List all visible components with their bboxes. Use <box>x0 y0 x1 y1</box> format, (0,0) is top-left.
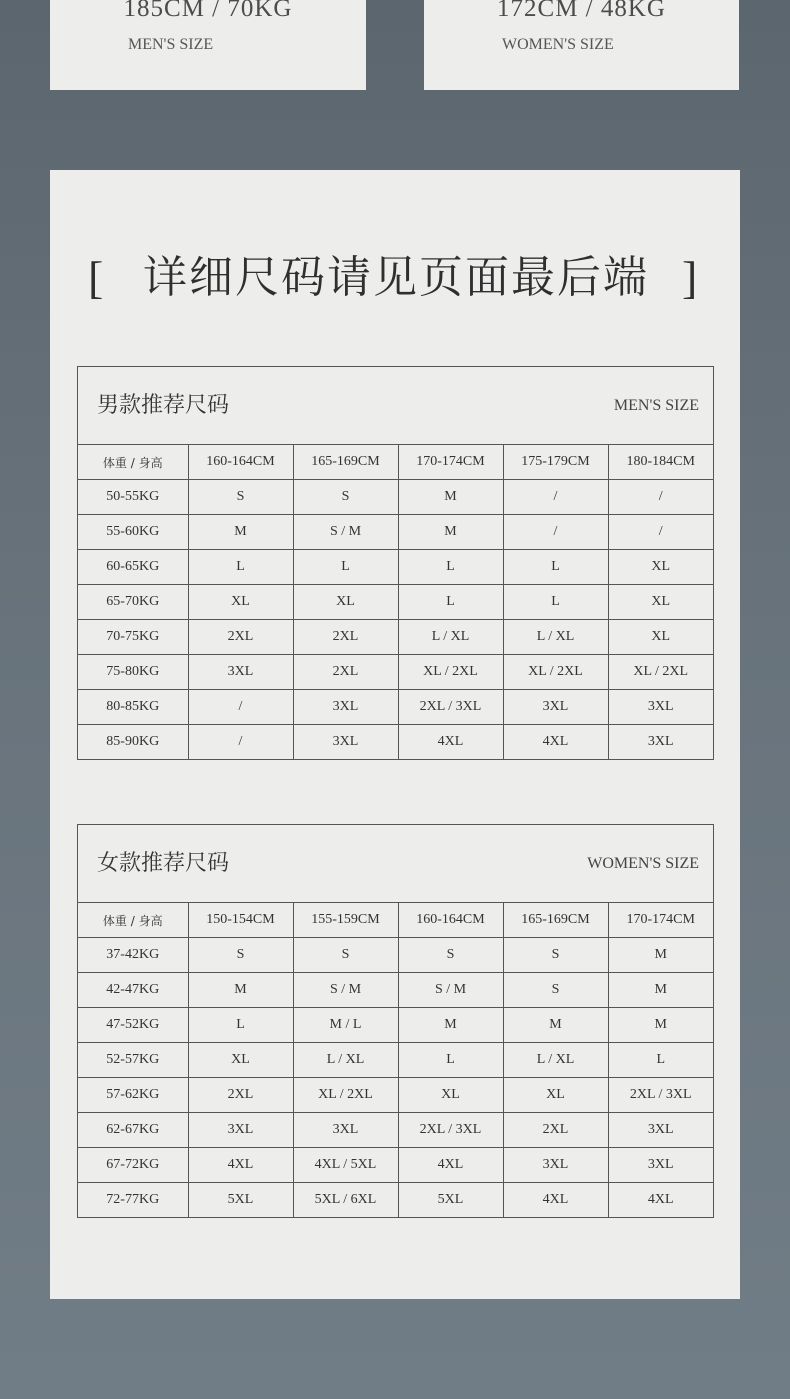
size-cell: 3XL <box>293 1113 398 1148</box>
size-cell: / <box>608 480 713 515</box>
womens-table-header <box>78 825 713 903</box>
size-cell: S <box>503 938 608 973</box>
womens-model-label: WOMEN'S SIZE <box>502 36 614 53</box>
mens-model-stat: 185CM / 70KG <box>123 0 293 22</box>
table-row <box>78 1113 713 1148</box>
heading-text: 详细尺码请见页面最后端 <box>143 252 649 303</box>
weight-cell: 37-42KG <box>78 938 188 973</box>
weight-cell: 60-65KG <box>78 550 188 585</box>
size-cell: XL / 2XL <box>398 655 503 690</box>
womens-size-table <box>78 903 713 1217</box>
size-cell: 4XL <box>647 1192 674 1207</box>
heading-bracket-right: ] <box>682 252 698 303</box>
table-row <box>78 1148 713 1183</box>
size-cell: 3XL <box>293 725 398 760</box>
size-cell: M <box>608 1008 713 1043</box>
size-cell: 3XL <box>647 734 674 749</box>
size-cell: XL <box>608 550 713 585</box>
size-cell: M <box>188 973 293 1008</box>
size-cell: 4XL <box>188 1148 293 1183</box>
size-cell: 4XL / 5XL <box>293 1148 398 1183</box>
size-cell: 2XL <box>503 1113 608 1148</box>
weight-cell: 50-55KG <box>78 480 188 515</box>
height-column-header: 165-169CM <box>503 903 608 938</box>
mens-table-subtitle: MEN'S SIZE <box>613 397 699 414</box>
size-cell: XL <box>293 585 398 620</box>
table-row <box>78 1008 713 1043</box>
mens-size-table <box>78 445 713 759</box>
table-header-row <box>78 445 713 480</box>
table-row <box>78 1043 713 1078</box>
size-cell: S <box>188 938 293 973</box>
height-column-header: 165-169CM <box>293 445 398 480</box>
size-cell: XL <box>608 585 713 620</box>
table-corner-cell: 体重 / 身高 <box>78 903 188 938</box>
size-cell: 2XL <box>293 620 398 655</box>
weight-cell: 57-62KG <box>78 1078 188 1113</box>
height-column-header: 150-154CM <box>188 903 293 938</box>
size-cell: / <box>503 480 608 515</box>
table-row <box>78 480 713 515</box>
table-row <box>78 690 713 725</box>
height-column-header: 160-164CM <box>188 445 293 480</box>
size-cell: L <box>398 550 503 585</box>
mens-size-table-block <box>77 366 714 760</box>
size-cell: S / M <box>293 973 398 1008</box>
table-row <box>78 1078 713 1113</box>
size-cell: / <box>608 515 713 550</box>
height-column-header: 170-174CM <box>398 445 503 480</box>
size-cell: 4XL <box>398 1148 503 1183</box>
mens-table-header <box>78 367 713 445</box>
size-cell: XL <box>608 620 713 655</box>
size-cell: 3XL <box>188 1113 293 1148</box>
size-cell: S <box>398 938 503 973</box>
table-row <box>78 973 713 1008</box>
mens-model-label: MEN'S SIZE <box>128 36 214 53</box>
size-cell: S <box>293 480 398 515</box>
weight-cell: 62-67KG <box>78 1113 188 1148</box>
size-cell: XL / 2XL <box>503 655 608 690</box>
table-row <box>78 515 713 550</box>
size-cell: S <box>293 938 398 973</box>
womens-table-subtitle: WOMEN'S SIZE <box>587 855 699 872</box>
size-cell: 2XL <box>188 1078 293 1113</box>
weight-cell: 52-57KG <box>78 1043 188 1078</box>
womens-model-card <box>424 0 739 90</box>
weight-cell: 42-47KG <box>78 973 188 1008</box>
weight-cell: 85-90KG <box>78 725 188 760</box>
size-cell: M <box>503 1008 608 1043</box>
size-cell: 3XL <box>293 690 398 725</box>
weight-cell: 75-80KG <box>78 655 188 690</box>
weight-cell: 70-75KG <box>78 620 188 655</box>
size-cell: 5XL / 6XL <box>293 1183 398 1218</box>
womens-table-title: 女款推荐尺码 <box>97 851 230 876</box>
mens-table-title: 男款推荐尺码 <box>97 393 230 418</box>
size-cell: XL <box>398 1078 503 1113</box>
size-cell: L <box>608 1043 713 1078</box>
mens-model-card <box>50 0 366 90</box>
height-column-header: 160-164CM <box>398 903 503 938</box>
size-cell: 4XL <box>503 1183 608 1218</box>
size-cell: XL / 2XL <box>608 655 713 690</box>
weight-cell: 72-77KG <box>78 1183 188 1218</box>
weight-cell: 67-72KG <box>78 1148 188 1183</box>
womens-size-table-block <box>77 824 714 1218</box>
size-cell: M <box>398 480 503 515</box>
size-cell: XL / 2XL <box>293 1078 398 1113</box>
table-row <box>78 655 713 690</box>
table-row <box>78 550 713 585</box>
size-cell: M <box>398 1008 503 1043</box>
table-row <box>78 1183 713 1218</box>
size-cell: S / M <box>293 515 398 550</box>
size-cell: XL <box>188 585 293 620</box>
size-cell: 4XL <box>503 725 608 760</box>
size-cell: 5XL <box>188 1183 293 1218</box>
height-column-header: 170-174CM <box>608 903 713 938</box>
table-header-row <box>78 903 713 938</box>
size-cell: 3XL <box>503 690 608 725</box>
size-cell: L <box>503 550 608 585</box>
size-cell: M <box>398 515 503 550</box>
size-cell: 2XL / 3XL <box>608 1078 713 1113</box>
size-cell: 2XL <box>188 620 293 655</box>
size-cell: 5XL <box>398 1183 503 1218</box>
table-row <box>78 620 713 655</box>
weight-cell: 47-52KG <box>78 1008 188 1043</box>
size-cell: M <box>608 938 713 973</box>
size-cell: XL <box>503 1078 608 1113</box>
size-cell: L <box>293 550 398 585</box>
weight-cell: 55-60KG <box>78 515 188 550</box>
size-cell: 3XL <box>503 1148 608 1183</box>
size-cell: L / XL <box>398 620 503 655</box>
size-cell: 3XL <box>608 1148 713 1183</box>
size-cell: 2XL / 3XL <box>398 1113 503 1148</box>
weight-cell: 65-70KG <box>78 585 188 620</box>
size-cell: 3XL <box>608 1113 713 1148</box>
size-cell: M <box>608 973 713 1008</box>
size-cell: L <box>398 585 503 620</box>
size-cell: L <box>188 550 293 585</box>
table-row <box>78 938 713 973</box>
size-cell: M <box>188 515 293 550</box>
size-cell: L / XL <box>503 620 608 655</box>
table-corner-cell: 体重 / 身高 <box>78 445 188 480</box>
size-cell: L / XL <box>503 1043 608 1078</box>
height-column-header: 175-179CM <box>503 445 608 480</box>
size-cell: 4XL <box>398 725 503 760</box>
size-cell: S <box>188 480 293 515</box>
size-cell: S / M <box>398 973 503 1008</box>
table-row <box>78 585 713 620</box>
size-cell: L <box>503 585 608 620</box>
size-cell: 3XL <box>608 690 713 725</box>
size-cell: M / L <box>293 1008 398 1043</box>
size-cell: 2XL / 3XL <box>398 690 503 725</box>
table-row <box>78 725 713 760</box>
size-cell: / <box>188 725 293 760</box>
size-cell: L / XL <box>293 1043 398 1078</box>
size-cell: 2XL <box>293 655 398 690</box>
womens-model-stat: 172CM / 48KG <box>497 0 666 22</box>
size-cell: L <box>398 1043 503 1078</box>
weight-cell: 80-85KG <box>78 690 188 725</box>
size-cell: / <box>188 690 293 725</box>
size-cell: L <box>188 1008 293 1043</box>
size-cell: XL <box>188 1043 293 1078</box>
size-cell: / <box>503 515 608 550</box>
height-column-header: 155-159CM <box>293 903 398 938</box>
size-cell: 3XL <box>188 655 293 690</box>
size-cell: S <box>503 973 608 1008</box>
height-column-header: 180-184CM <box>608 445 713 480</box>
size-guide-heading <box>50 248 740 308</box>
heading-bracket-left: [ <box>88 252 104 303</box>
